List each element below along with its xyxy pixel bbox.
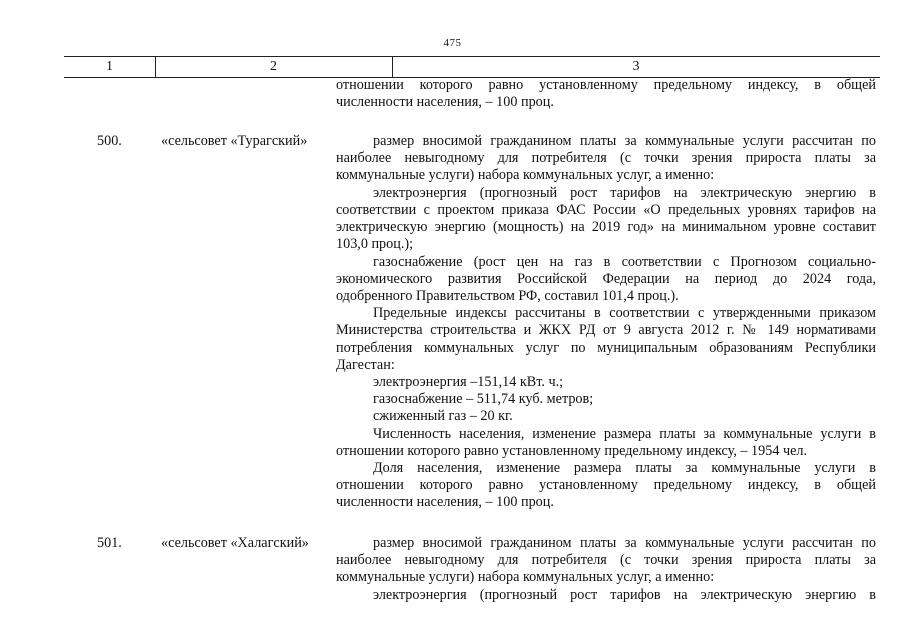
- entry-text-line: отношении которого равно установленному предельному индексу, в общей: [336, 477, 876, 493]
- header-col-2: 2: [270, 59, 277, 74]
- entry-text-line: Доля населения, изменение размера платы за коммунальные услуги в: [373, 460, 876, 476]
- header-col-3: 3: [632, 59, 640, 74]
- entry-text-line: наиболее невыгодному для потребителя (с точки зрения прироста платы за: [336, 552, 876, 568]
- entry-number: 501.: [97, 535, 122, 551]
- table-header: [64, 56, 880, 78]
- entry-text-line: коммунальные услуги) набора коммунальных услуг, а именно:: [336, 569, 715, 585]
- entry-name: «сельсовет «Халагский»: [161, 535, 309, 551]
- entry-text-line: 103,0 проц.);: [336, 236, 414, 252]
- entry-text-line: наиболее невыгодному для потребителя (с точки зрения прироста платы за: [336, 150, 876, 166]
- entry-text-line: коммунальные услуги) набора коммунальных услуг, а именно:: [336, 167, 715, 183]
- entry-text-line: Министерства строительства и ЖКХ РД от 9 августа 2012 г. № 149 нормативами: [336, 322, 876, 338]
- entry-text-line: соответствии с проектом приказа ФАС России «О предельных уровнях тарифов на: [336, 202, 876, 218]
- entry-text-line: газоснабжение – 511,74 куб. метров;: [373, 391, 594, 407]
- entry-text-line: сжиженный газ – 20 кг.: [373, 408, 513, 424]
- entry-text-line: потребления коммунальных услуг по муниципальным образованиям Республики: [336, 340, 876, 356]
- entry-text-line: экономического развития Российской Федерации на период до 2024 года,: [336, 271, 876, 287]
- continuation-line: численности населения, – 100 проц.: [336, 94, 554, 110]
- entry-number: 500.: [97, 133, 122, 149]
- entry-text-line: газоснабжение (рост цен на газ в соответствии с Прогнозом социально-: [373, 254, 876, 270]
- entry-text-line: численности населения, – 100 проц.: [336, 494, 554, 510]
- entry-text-line: электроэнергия (прогнозный рост тарифов на электрическую энергию в: [373, 185, 876, 201]
- entry-text-line: электрическую энергию (мощность) на 2019 год» на минимальном уровне составит: [336, 219, 876, 235]
- entry-text-line: электроэнергия (прогнозный рост тарифов на электрическую энергию в: [373, 587, 876, 603]
- entry-text-line: электроэнергия –151,14 кВт. ч.;: [373, 374, 564, 390]
- entry-text-line: отношении которого равно установленному предельному индексу, – 1954 чел.: [336, 443, 808, 459]
- entry-text-line: размер вносимой гражданином платы за коммунальные услуги рассчитан по: [373, 133, 876, 149]
- entry-text-line: Предельные индексы рассчитаны в соответствии с утвержденными приказом: [373, 305, 876, 321]
- entry-name: «сельсовет «Турагский»: [161, 133, 308, 149]
- continuation-line: отношении которого равно установленному предельному индексу, в общей: [336, 77, 876, 93]
- entry-text-line: Дагестан:: [336, 357, 395, 373]
- header-col-1: 1: [106, 59, 113, 74]
- entry-text-line: одобренного Правительством РФ, составил 101,4 проц.).: [336, 288, 679, 304]
- entry-text-line: Численность населения, изменение размера платы за коммунальные услуги в: [373, 426, 876, 442]
- entry-text-line: размер вносимой гражданином платы за коммунальные услуги рассчитан по: [373, 535, 876, 551]
- page-number: 475: [443, 37, 462, 49]
